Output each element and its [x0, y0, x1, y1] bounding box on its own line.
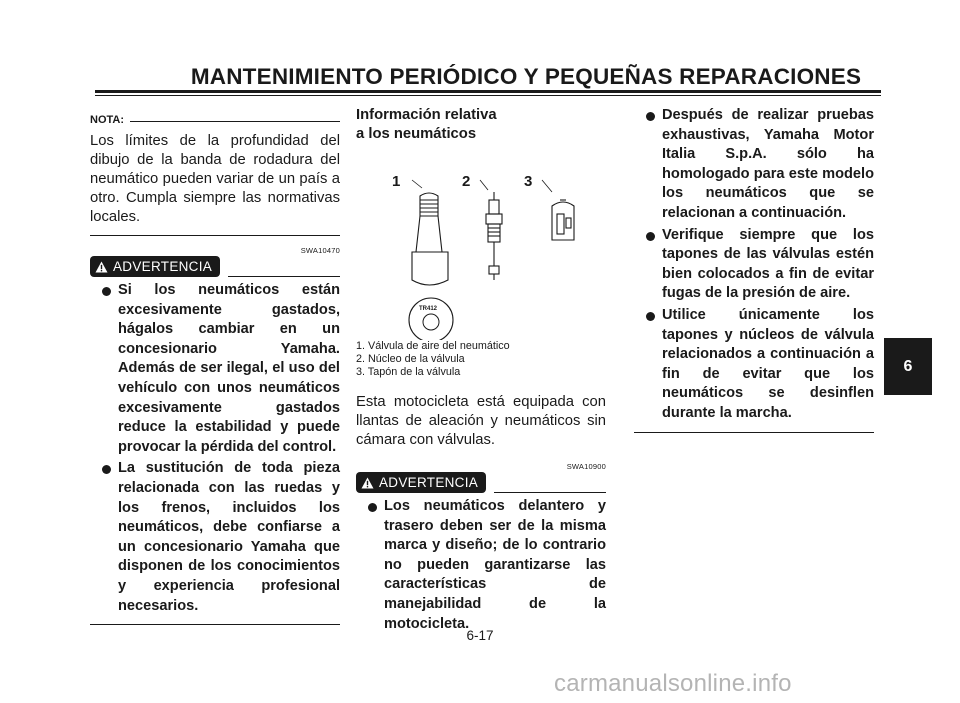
caption-1: 1. Válvula de aire del neumático	[356, 340, 510, 352]
list-item: Utilice únicamente los tapones y núcleos de válvula relacionados a continuación a fin de evitar que los neumáticos se desinflen durante la marcha.	[634, 306, 874, 424]
cap-marking-text: TR412	[419, 306, 438, 312]
bullet-dot-icon	[646, 232, 655, 241]
list-item: Después de realizar pruebas exhaustivas, Yamaha Motor Italia S.p.A. sólo ha homologado para este modelo los neumáticos que se relacionan a continuación.	[634, 106, 874, 224]
warning-end-rule	[90, 624, 340, 625]
page-number: 6-17	[466, 628, 494, 643]
figure-label-2: 2	[462, 173, 471, 190]
warning-end-rule	[634, 432, 874, 433]
list-item: La sustitución de toda pieza relacionada con las ruedas y los frenos, incluidos los neumáticos, debe confiarse a un concesionario Yamaha que disponen de los conocimientos y experiencia profesional necesarios.	[90, 459, 340, 616]
valve-cap-top-icon	[409, 298, 453, 340]
column-middle	[356, 106, 606, 636]
warning-triangle-icon	[95, 261, 108, 273]
header-rule-thin	[95, 95, 881, 96]
bullet-dot-icon	[368, 503, 377, 512]
figure-captions	[356, 340, 606, 379]
warning-rule	[494, 492, 606, 493]
note-text: Los límites de la profundidad del dibujo de la banda de rodadura del neumático pueden variar de un país a otro. Cumpla siempre las normativas locales.	[90, 133, 340, 225]
warning-heading	[356, 472, 606, 493]
header-rule-thick	[95, 90, 881, 93]
warning-list	[90, 281, 340, 616]
valve-figure	[356, 144, 606, 340]
column-right	[634, 106, 874, 433]
chapter-tab: 6	[884, 338, 932, 395]
valve-core-icon	[486, 192, 502, 280]
warning-rule	[228, 276, 340, 277]
warning-badge	[356, 472, 486, 493]
figure-label-1: 1	[392, 173, 401, 190]
note-end-rule	[90, 235, 340, 236]
note-label: NOTA:	[90, 114, 125, 126]
warning-triangle-icon	[361, 477, 374, 489]
section-heading: Información relativa a los neumáticos	[356, 107, 497, 142]
warning-label: ADVERTENCIA	[379, 475, 479, 490]
list-item: Si los neumáticos están excesivamente gastados, hágalos cambiar en un concesionario Yamaha. Además de ser ilegal, el uso del vehículo con unos neumáticos excesivamente gastados reduce la estabilidad y puede provocar la pérdida del control.	[90, 281, 340, 457]
list-item: Los neumáticos delantero y trasero deben ser de la misma marca y diseño; de lo contrario no pueden garantizarse las características de manejabilidad de la motocicleta.	[356, 497, 606, 634]
warning-code: SWA10470	[300, 246, 340, 255]
watermark: carmanualsonline.info	[554, 670, 792, 697]
bullet-dot-icon	[102, 287, 111, 296]
note-heading	[90, 106, 340, 126]
column-left	[90, 106, 340, 625]
note-rule	[130, 121, 340, 122]
warning-code: SWA10900	[566, 462, 606, 471]
valve-diagram	[356, 144, 606, 340]
tire-valve-icon	[412, 193, 448, 285]
page-header-title: MANTENIMIENTO PERIÓDICO Y PEQUEÑAS REPARACIONES	[190, 64, 862, 89]
warning-badge	[90, 256, 220, 277]
warning-heading	[90, 256, 340, 277]
warning-list	[356, 497, 606, 634]
caption-2: 2. Núcleo de la válvula	[356, 353, 465, 365]
warning-list-continued	[634, 106, 874, 424]
warning-label: ADVERTENCIA	[113, 259, 213, 274]
body-paragraph: Esta motocicleta está equipada con llantas de aleación y neumáticos sin cámara con válvulas.	[356, 394, 606, 448]
list-item: Verifique siempre que los tapones de las válvulas estén bien colocados a fin de evitar fugas de la presión de aire.	[634, 226, 874, 304]
caption-3: 3. Tapón de la válvula	[356, 366, 461, 378]
valve-cap-icon	[552, 200, 574, 240]
bullet-dot-icon	[646, 112, 655, 121]
figure-label-3: 3	[524, 173, 533, 190]
bullet-dot-icon	[102, 465, 111, 474]
bullet-dot-icon	[646, 312, 655, 321]
